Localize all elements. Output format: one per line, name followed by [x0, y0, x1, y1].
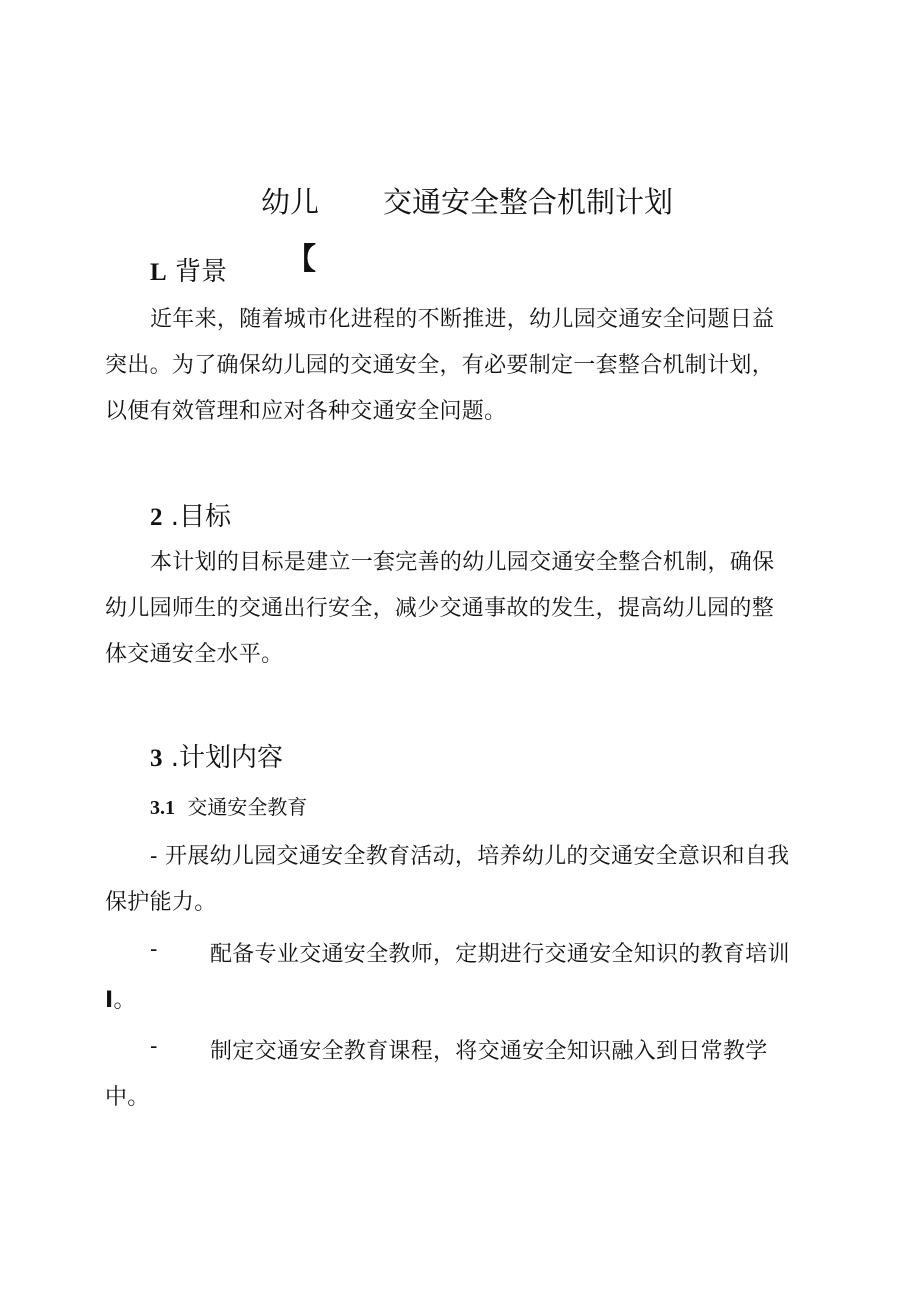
- document-title-part1: 幼儿: [261, 185, 320, 219]
- paragraph-line: 突出。为了确保幼儿园的交通安全，有必要制定一套整合机制计划，: [105, 353, 775, 378]
- list-item-text: 配备专业交通安全教师，定期进行交通安全知识的教育培训: [210, 942, 790, 967]
- subsection-number: 3.1: [150, 797, 175, 819]
- paragraph-line: 本计划的目标是建立一套完善的幼儿园交通安全整合机制，确保: [150, 550, 775, 575]
- section-title: .计划内容: [170, 743, 284, 773]
- paragraph-line: 体交通安全水平。: [105, 642, 284, 667]
- paragraph-line: 幼儿园师生的交通出行安全，减少交通事故的发生，提高幼儿园的整: [105, 596, 775, 621]
- section-number: 3: [150, 745, 163, 772]
- section-heading-plan-content: [150, 737, 283, 774]
- section-number: 2: [150, 504, 163, 531]
- list-item-text: 开展幼儿园交通安全教育活动，培养幼儿的交通安全意识和自我: [165, 844, 790, 869]
- paragraph-line: 以便有效管理和应对各种交通安全问题。: [105, 399, 507, 424]
- section-heading-goal: [150, 496, 231, 533]
- section-title: .目标: [170, 502, 232, 532]
- list-item-continuation: [105, 983, 136, 1014]
- paragraph-line: 近年来，随着城市化进程的不断推进，幼儿园交通安全问题日益: [150, 307, 775, 332]
- subsection-title: 交通安全教育: [187, 795, 308, 819]
- list-item-text: 制定交通安全教育课程，将交通安全知识融入到日常教学: [210, 1039, 768, 1064]
- list-item-dash: -: [150, 844, 158, 869]
- list-item-dash: -: [150, 937, 158, 962]
- list-item-continuation: 中。: [105, 1085, 150, 1110]
- section-title: 背景: [174, 257, 227, 287]
- list-item-continuation: 保护能力。: [105, 890, 217, 915]
- goal-paragraph: [105, 540, 774, 678]
- subsection-heading-traffic-education: [150, 791, 307, 820]
- list-item: [150, 839, 789, 870]
- document-title-part2: 交通安全整合机制计划: [383, 185, 674, 219]
- list-item-text: 。: [113, 988, 136, 1013]
- title-bracket-mark: 【: [286, 242, 316, 277]
- background-paragraph: [105, 297, 774, 435]
- text-cursor-mark: I: [105, 988, 114, 1013]
- section-number: L: [150, 259, 167, 286]
- section-heading-background: [150, 251, 227, 288]
- list-item-dash: -: [150, 1034, 158, 1059]
